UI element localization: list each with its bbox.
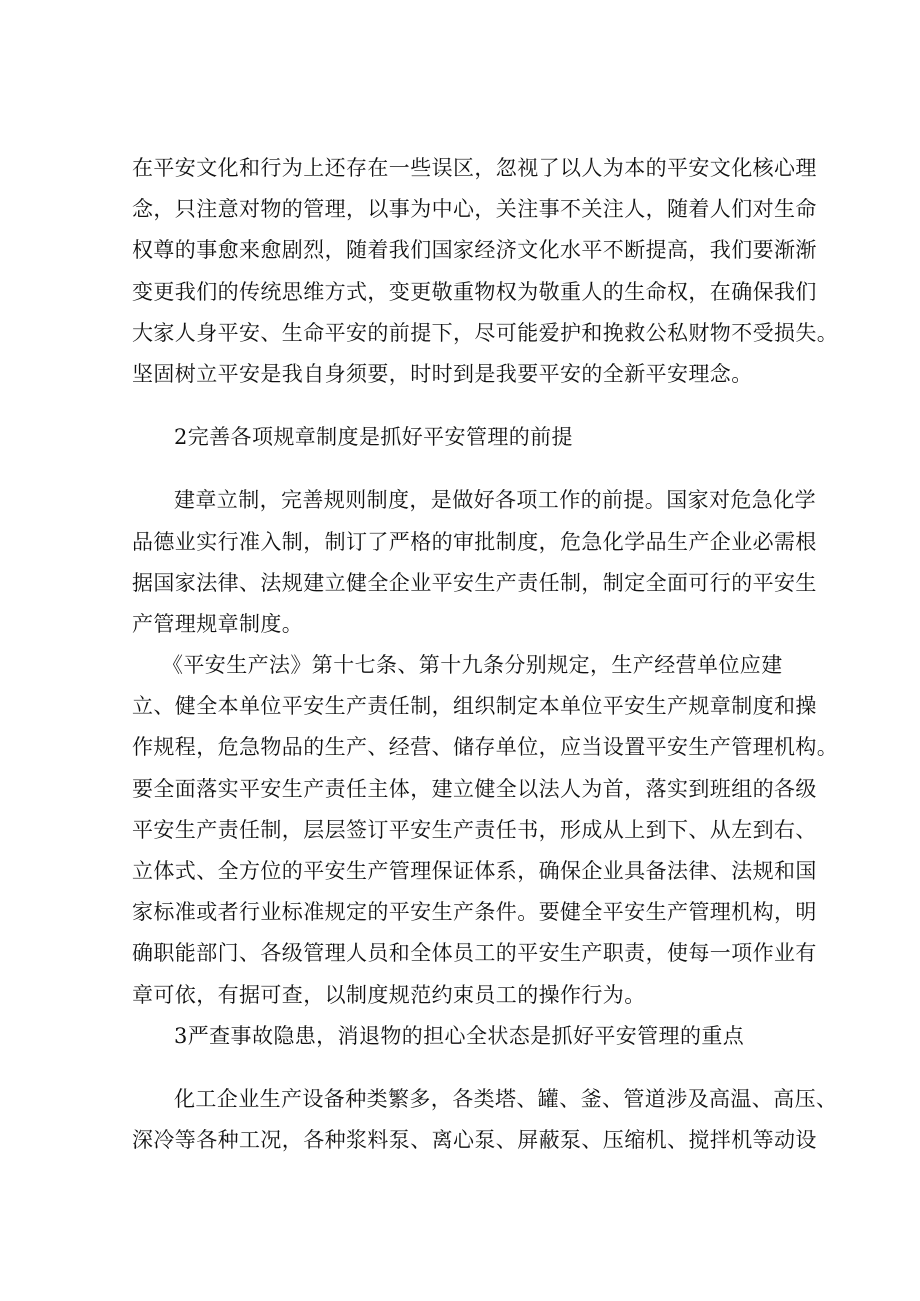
paragraph-line: 品德业实行准入制，制订了严格的审批制度，危急化学品生产企业必需根 (132, 529, 817, 554)
paragraph-line: 建章立制，完善规则制度，是做好各项工作的前提。国家对危急化学 (174, 488, 816, 513)
paragraph-line: 坚固树立平安是我自身须要，时时到是我要平安的全新平安理念。 (132, 361, 753, 386)
paragraph-line: 家标准或者行业标准规定的平安生产条件。要健全平安生产管理机构，明 (132, 900, 817, 925)
paragraph-line: 要全面落实平安生产责任主体，建立健全以法人为首，落实到班组的各级 (132, 776, 817, 801)
section-heading-2-wrap (132, 417, 800, 458)
paragraph-line: 据国家法律、法规建立健全企业平安生产责任制，制定全面可行的平安生 (132, 570, 817, 595)
paragraph-line: 《平安生产法》第十七条、第十九条分别规定，生产经营单位应建 (162, 653, 783, 678)
paragraph-line: 章可依，有据可查，以制度规范约束员工的操作行为。 (132, 982, 646, 1007)
paragraph-line: 立、健全本单位平安生产责任制，组织制定本单位平安生产规章制度和操 (132, 694, 817, 719)
paragraph-line: 作规程，危急物品的生产、经营、储存单位，应当设置平安生产管理机构。 (132, 735, 839, 760)
section-heading-3-wrap (132, 1016, 800, 1057)
paragraph-line: 深冷等各种工况，各种浆料泵、离心泵、屏蔽泵、压缩机、搅拌机等动设 (132, 1128, 817, 1153)
section-heading-3: 3严查事故隐患，消退物的担心全状态是抓好平安管理的重点 (174, 1023, 745, 1048)
paragraph-line: 产管理规章制度。 (132, 611, 304, 636)
document-body (132, 148, 839, 1161)
paragraph-line: 在平安文化和行为上还存在一些误区，忽视了以人为本的平安文化核心理 (132, 156, 817, 180)
paragraph-line: 确职能部门、各级管理人员和全体员工的平安生产职责，使每一项作业有 (132, 941, 817, 966)
paragraph-line: 大家人身平安、生命平安的前提下，尽可能爱护和挽救公私财物不受损失。 (132, 320, 839, 345)
paragraph-line: 念，只注意对物的管理，以事为中心，关注事不关注人，随着人们对生命 (132, 197, 817, 222)
paragraph-line: 变更我们的传统思维方式，变更敬重物权为敬重人的生命权，在确保我们 (132, 279, 817, 304)
paragraph-line: 化工企业生产设备种类繁多，各类塔、罐、釜、管道涉及高温、高压、 (174, 1086, 838, 1111)
paragraph-3 (132, 645, 839, 1016)
paragraph-4 (132, 1079, 838, 1161)
paragraph-1 (132, 148, 839, 395)
section-heading-2: 2完善各项规章制度是抓好平安管理的前提 (174, 425, 573, 450)
paragraph-line: 权尊的事愈来愈剧烈，随着我们国家经济文化水平不断提高，我们要渐渐 (132, 238, 817, 263)
paragraph-line: 立体式、全方位的平安生产管理保证体系，确保企业具备法律、法规和国 (132, 859, 817, 883)
paragraph-2 (132, 480, 817, 645)
paragraph-line: 平安生产责任制，层层签订平安生产责任书，形成从上到下、从左到右、 (132, 817, 817, 842)
